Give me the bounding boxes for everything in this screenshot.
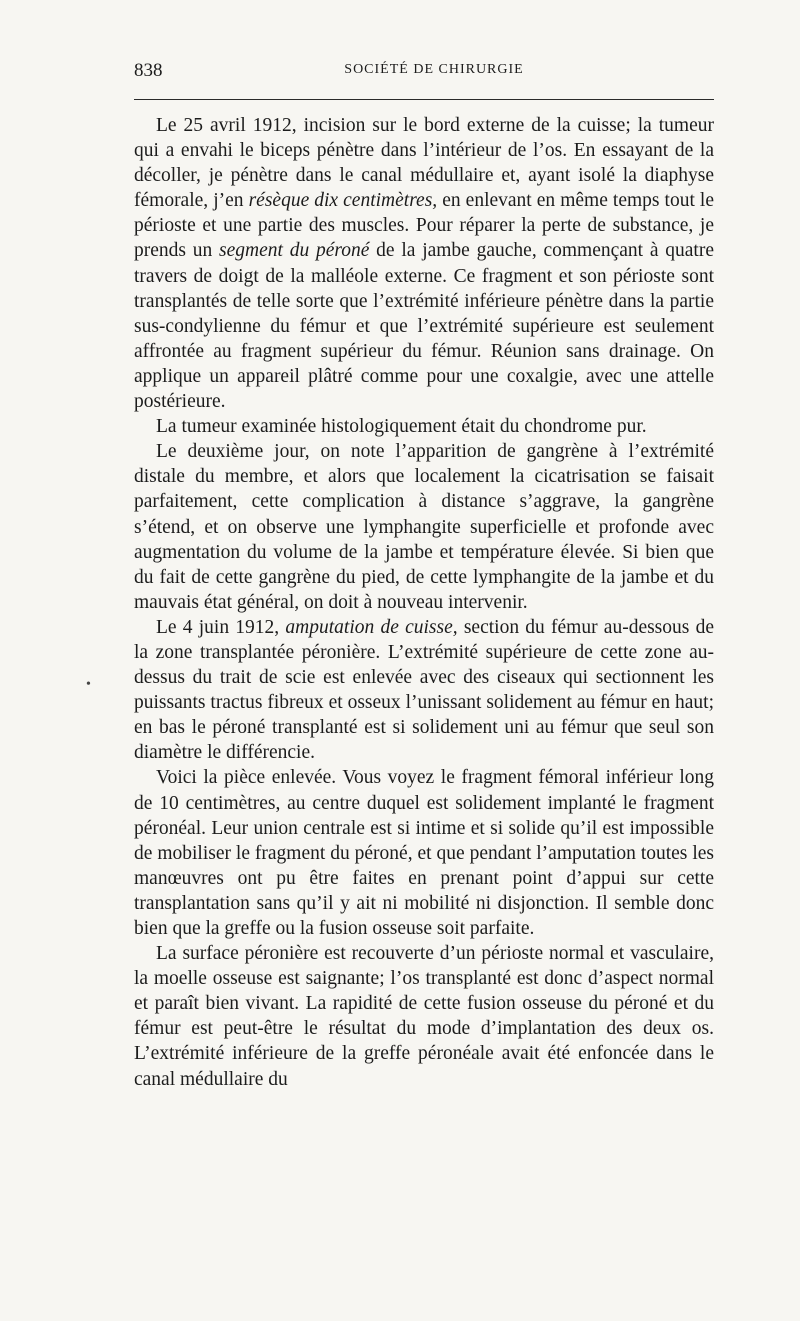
italic-run: amputation de cuisse, [285, 616, 458, 638]
body-text [134, 113, 714, 1092]
paragraph [134, 414, 714, 439]
header-rule [134, 99, 714, 100]
text-run: La surface péronière est recouverte d’un périoste normal et vasculaire, la moelle osseuse est saignante; l’os transplanté est donc d’aspect normal et paraît bien vivant. La rapidité de cette fusion osseuse du péroné et du fémur est peut-être le résultat du mode d’implantation des deux os. L’extrémité inférieure de la greffe péronéale avait été enfoncée dans le canal médullaire du [134, 943, 714, 1090]
text-run: en enlevant en même temps tout le périoste et une partie des muscles. Pour réparer la perte de substance, je prends un [134, 190, 714, 262]
paragraph [134, 765, 714, 941]
paragraph [134, 941, 714, 1092]
paragraph [134, 113, 714, 414]
text-run: Le 4 juin 1912, [156, 616, 286, 638]
italic-run: segment du péroné [219, 240, 370, 262]
page-number: 838 [134, 60, 163, 81]
page-header [134, 60, 714, 86]
text-run: section du fémur au-dessous de la zone transplantée péronière. L’extrémité supérieure de cette zone au-dessus du trait de scie est enlevée avec des ciseaux qui sectionnent les puissants tractus fibreux et osseux l’unissant solidement au fémur en haut; en bas le péroné transplanté est si solidement uni au fémur que seul son diamètre le différencie. [134, 616, 714, 764]
text-run: de la jambe gauche, commençant à quatre travers de doigt de la malléole externe. Ce fragment et son périoste sont transplantés de telle sorte que l’extrémité inférieure pénètre dans la partie sus-condylienne du fémur et que l’extrémité supérieure est seulement affrontée au fragment supérieur du fémur. Réunion sans drainage. On applique un appareil plâtré comme pour une coxalgie, avec une attelle postérieure. [134, 240, 714, 413]
text-run: Le 25 avril 1912, incision sur le bord externe de la cuisse; la tumeur qui a envahi le biceps pénètre dans l’intérieur de l’os. En essayant de la décoller, je pénètre dans le canal médullaire et, ayant isolé la diaphyse fémorale, j’en [134, 115, 714, 212]
paragraph [134, 615, 714, 766]
running-title: SOCIÉTÉ DE CHIRURGIE [344, 62, 524, 77]
text-run: Voici la pièce enlevée. Vous voyez le fragment fémoral inférieur long de 10 centimètres, au centre duquel est solidement implanté le fragment péronéal. Leur union centrale est si intime et si solide qu’il est impossible de mobiliser le fragment du péroné, et que pendant l’amputation toutes les manœuvres ont pu être faites en prenant point d’appui sur cette transplantation sans qu’il y ait ni mobilité ni disjonction. Il semble donc bien que la greffe ou la fusion osseuse soit parfaite. [134, 767, 714, 939]
italic-run: résèque dix centimètres, [248, 190, 438, 212]
paragraph [134, 439, 714, 615]
text-run: Le deuxième jour, on note l’apparition de gangrène à l’extrémité distale du membre, et alors que localement la cicatrisation se faisait parfaitement, cette complication à distance s’aggrave, la gangrène s’étend, et on observe une lymphangite superficielle et profonde avec augmentation du volume de la jambe et température élevée. Si bien que du fait de cette gangrène du pied, de cette lymphangite de la jambe et du mauvais état général, on doit à nouveau intervenir. [134, 441, 714, 613]
margin-mark: • [86, 677, 91, 692]
text-run: La tumeur examinée histologiquement était du chondrome pur. [156, 416, 647, 438]
